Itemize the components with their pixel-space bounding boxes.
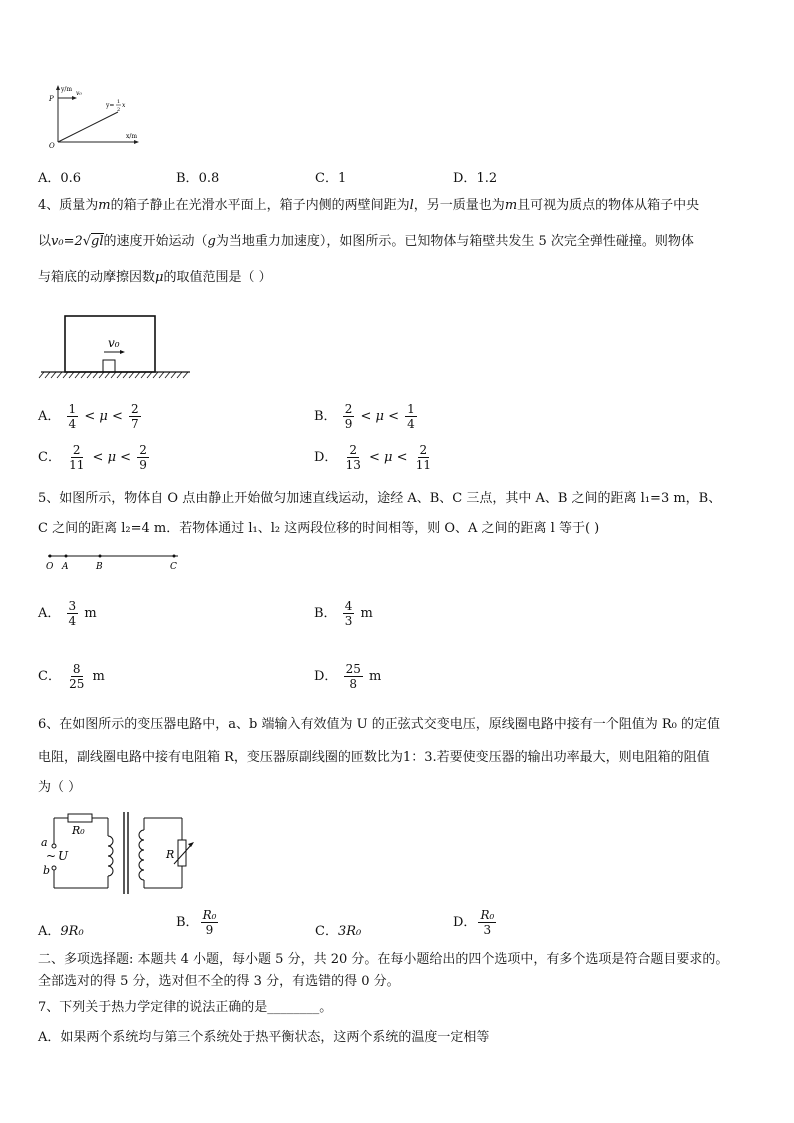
terminal-a-label: a	[41, 836, 48, 849]
ground-hatch	[51, 372, 56, 378]
lt: <	[120, 450, 132, 465]
r0-label: R₀	[72, 824, 85, 837]
fraction	[201, 908, 219, 937]
unit: m	[92, 669, 105, 684]
sqrt-symbol: √	[82, 234, 92, 249]
q3-option-d[interactable]	[453, 167, 497, 186]
ground-hatch	[153, 372, 158, 378]
var-g: g	[207, 234, 216, 249]
frac-num: 2	[131, 402, 139, 416]
ac-source-icon: ~	[46, 849, 57, 863]
option-text: 9R₀	[60, 924, 84, 939]
option-letter: B．	[314, 606, 337, 621]
text: 的箱子静止在光滑水平面上，箱子内侧的两壁间距为	[110, 198, 410, 213]
text: 为当地重力加速度），如图所示。已知物体与箱壁共发生 5 次完全弹性碰撞。则物体	[215, 234, 694, 249]
frac-den: 9	[205, 923, 214, 937]
point-c-label: C	[170, 562, 177, 572]
option-letter: D．	[453, 915, 477, 930]
frac-den: 4	[68, 417, 77, 431]
var-v0: v₀=2	[51, 234, 83, 249]
q3-line-prefix: y=	[106, 102, 115, 109]
mu: μ	[99, 409, 108, 424]
ground-hatch	[99, 372, 104, 378]
option-letter: A．	[38, 171, 61, 186]
ground-hatch	[147, 372, 152, 378]
q6-stem-line-2: 电阻，副线圈电路中接有电阻箱 R，变压器原副线圈的匝数比为1：3.若要使变压器的输出功率最大，则电阻箱的阻值	[38, 750, 710, 765]
point-a-label: A	[62, 562, 69, 572]
ground-hatch	[183, 372, 188, 378]
q3-graph	[40, 84, 140, 149]
frac-den: 11	[415, 458, 431, 472]
section-2-heading-line-2: 全部选对的得 5 分，选对但不全的得 3 分，有选错的得 0 分。	[38, 974, 400, 989]
q5-stem-line-1: 5、如图所示，物体自 O 点由静止开始做匀加速直线运动，途经 A、B、C 三点，其中 A、B 之间的距离 l₁=3 m，B、	[38, 491, 722, 506]
q5-stem-line-2: C 之间的距离 l₂=4 m．若物体通过 l₁、l₂ 这两段位移的时间相等，则 O、A 之间的距离 l 等于( )	[38, 521, 600, 536]
option-letter: C．	[38, 450, 61, 465]
ground-hatch	[105, 372, 110, 378]
option-text: 3R₀	[337, 924, 362, 939]
fraction	[137, 443, 149, 472]
point-b-label: B	[96, 562, 103, 572]
q6-option-a[interactable]	[38, 920, 84, 939]
q5-option-c[interactable]	[38, 662, 105, 691]
frac-den: 4	[407, 417, 415, 431]
q6-option-d[interactable]	[453, 908, 498, 937]
terminal-b-label: b	[43, 864, 51, 877]
q5-line-figure	[38, 550, 188, 574]
fraction	[344, 662, 363, 691]
ground-hatch	[141, 372, 146, 378]
q3-y-axis-label: y/m	[61, 86, 73, 93]
option-letter: D．	[314, 450, 338, 465]
r-label: R	[166, 848, 175, 861]
option-letter: C．	[315, 924, 338, 939]
fraction	[414, 443, 433, 472]
q6-stem-line-1: 6、在如图所示的变压器电路中，a、b 端输入有效值为 U 的正弦式交变电压，原线圈电路中接有一个阻值为 R₀ 的定值	[38, 717, 720, 732]
ground-hatch	[171, 372, 176, 378]
ground-hatch	[75, 372, 80, 378]
option-letter: D．	[453, 171, 477, 186]
unit: m	[360, 606, 373, 621]
option-text: 0.6	[60, 171, 82, 186]
q3-option-a[interactable]	[38, 167, 81, 186]
frac-num: R₀	[202, 908, 217, 922]
q4-v0-label: v₀	[108, 336, 120, 350]
option-letter: A．	[38, 606, 61, 621]
option-text: 1.2	[476, 171, 498, 186]
q4-stem-line-2	[38, 232, 694, 252]
q3-x-axis-label: x/m	[126, 133, 138, 140]
frac-num: 8	[72, 662, 81, 676]
q6-option-b[interactable]	[176, 908, 220, 937]
voltage-label: U	[58, 849, 69, 863]
frac-num: 1	[407, 402, 415, 416]
ground-hatch	[81, 372, 86, 378]
q7-option-a[interactable]: A．如果两个系统均与第三个系统处于热平衡状态，这两个系统的温度一定相等	[38, 1030, 490, 1045]
frac-den: 9	[139, 458, 147, 472]
q3-point-p-label: P	[49, 95, 54, 103]
option-letter: C．	[315, 171, 338, 186]
q3-option-c[interactable]	[315, 167, 346, 186]
frac-den: 4	[68, 614, 77, 628]
fraction	[67, 599, 79, 628]
lt: <	[111, 409, 123, 424]
q5-option-b[interactable]	[314, 599, 373, 628]
text: 且可视为质点的物体从箱子中央	[517, 198, 700, 213]
frac-den: 3	[344, 614, 353, 628]
mu: μ	[384, 450, 393, 465]
frac-num: 1	[68, 402, 77, 416]
q6-option-c[interactable]	[315, 920, 361, 939]
var-m: m	[98, 198, 111, 213]
fraction	[343, 402, 355, 431]
option-letter: B．	[314, 409, 337, 424]
lt: <	[84, 409, 96, 424]
frac-num: 2	[419, 443, 428, 457]
fraction	[67, 443, 86, 472]
q4-option-c[interactable]	[38, 443, 151, 472]
q4-box-figure	[38, 314, 198, 384]
q3-velocity-label: v₀	[76, 90, 82, 97]
option-letter: D．	[314, 669, 338, 684]
ground-hatch	[69, 372, 74, 378]
q5-option-d[interactable]	[314, 662, 381, 691]
ground-hatch	[117, 372, 122, 378]
ground-hatch	[177, 372, 182, 378]
q6-circuit	[38, 808, 198, 898]
frac-den: 25	[69, 677, 85, 691]
ground-hatch	[87, 372, 92, 378]
ground-hatch	[93, 372, 98, 378]
q4-option-d[interactable]	[314, 443, 435, 472]
option-letter: B．	[176, 915, 199, 930]
q4-option-a[interactable]	[38, 402, 143, 431]
frac-num: 25	[345, 662, 361, 676]
fraction	[67, 402, 79, 431]
ground-hatch	[63, 372, 68, 378]
ground-hatch	[123, 372, 128, 378]
fraction	[67, 662, 86, 691]
ground-hatch	[129, 372, 134, 378]
text: 以	[38, 234, 52, 249]
frac-num: 2	[349, 443, 358, 457]
frac-den: 13	[345, 458, 361, 472]
point-o-label: O	[46, 562, 54, 572]
ground-hatch	[45, 372, 50, 378]
var-mu: μ	[155, 270, 164, 285]
q5-option-a[interactable]	[38, 599, 97, 628]
ground-hatch	[111, 372, 116, 378]
q3-origin-label: O	[49, 142, 55, 149]
ground-hatch	[39, 372, 44, 378]
lt: <	[92, 450, 104, 465]
unit: m	[369, 669, 382, 684]
ground-hatch	[135, 372, 140, 378]
q3-line-num: 1	[117, 99, 121, 105]
option-letter: A．	[38, 924, 61, 939]
fraction	[405, 402, 417, 431]
q3-line-den: 2	[117, 107, 121, 113]
sqrt-content: gl	[91, 234, 104, 249]
frac-num: 2	[344, 402, 353, 416]
text: 的取值范围是（ ）	[163, 270, 272, 285]
fraction	[344, 443, 363, 472]
q3-line-var: x	[122, 102, 126, 109]
option-letter: A．	[38, 409, 61, 424]
text: ，另一质量也为	[413, 198, 505, 213]
frac-num: 3	[68, 599, 77, 613]
frac-num: R₀	[480, 908, 495, 922]
option-letter: B．	[176, 171, 199, 186]
text: 的速度开始运动（	[103, 234, 208, 249]
q6-stem-line-3: 为（ ）	[38, 780, 82, 795]
option-text: 0.8	[198, 171, 220, 186]
lt: <	[388, 409, 400, 424]
lt: <	[396, 450, 408, 465]
var-m: m	[504, 198, 518, 213]
ground-hatch	[159, 372, 164, 378]
q7-stem: 7、下列关于热力学定律的说法正确的是________。	[38, 1000, 333, 1015]
frac-den: 11	[69, 458, 85, 472]
text: 与箱底的动摩擦因数	[38, 270, 156, 285]
frac-den: 7	[131, 417, 139, 431]
q4-stem-line-3	[38, 268, 272, 288]
ground-hatch	[57, 372, 62, 378]
option-letter: C．	[38, 669, 61, 684]
text: 4、质量为	[38, 198, 99, 213]
fraction	[478, 908, 496, 937]
q4-stem-line-1	[38, 196, 699, 216]
frac-num: 2	[139, 443, 147, 457]
var-l: l	[409, 198, 414, 213]
q3-option-b[interactable]	[176, 167, 219, 186]
mu: μ	[375, 409, 384, 424]
frac-den: 9	[344, 417, 353, 431]
ground-hatch	[165, 372, 170, 378]
unit: m	[84, 606, 97, 621]
lt: <	[369, 450, 380, 465]
mu: μ	[107, 450, 117, 465]
frac-den: 3	[483, 923, 492, 937]
fraction	[129, 402, 141, 431]
section-2-heading-line-1: 二、多项选择题: 本题共 4 小题，每小题 5 分，共 20 分。在每小题给出的四个选项中，有多个选项是符合题目要求的。	[38, 952, 729, 967]
lt: <	[360, 409, 372, 424]
q4-option-b[interactable]	[314, 402, 419, 431]
frac-den: 8	[349, 677, 358, 691]
fraction	[343, 599, 355, 628]
option-text: 1	[337, 171, 347, 186]
frac-num: 2	[72, 443, 81, 457]
frac-num: 4	[344, 599, 353, 613]
